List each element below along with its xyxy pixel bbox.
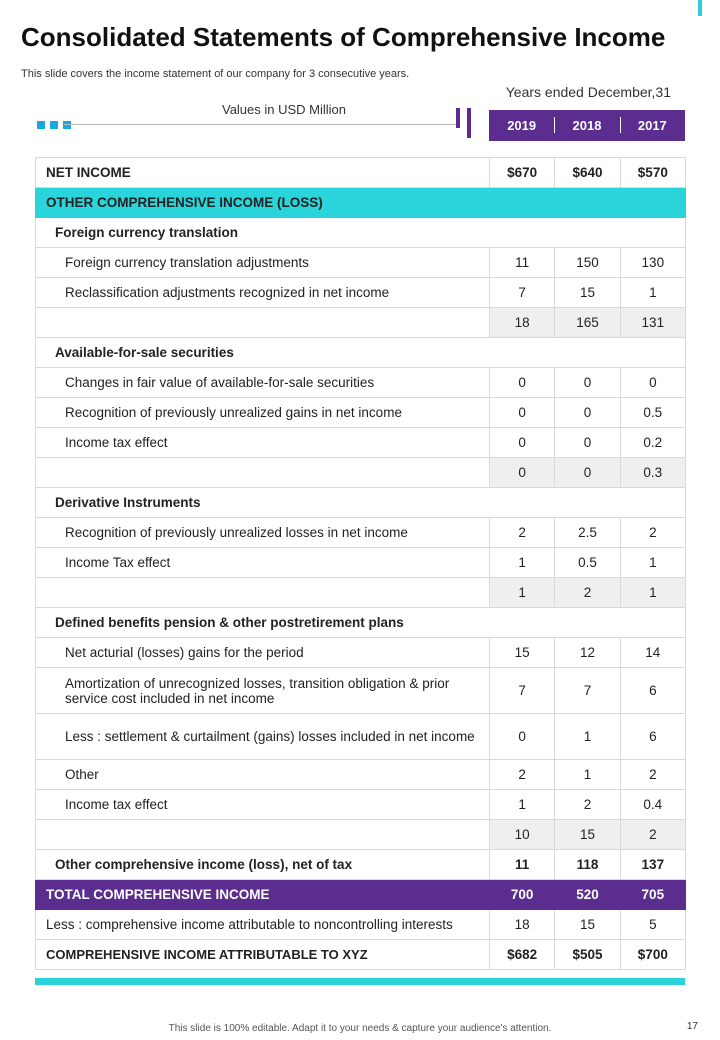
- cell-2017: 6: [620, 714, 685, 760]
- row-label: TOTAL COMPREHENSIVE INCOME: [36, 880, 490, 910]
- row-pension-heading: [36, 608, 686, 638]
- row-pension-other: [36, 760, 686, 790]
- cell-2018: 15: [555, 910, 620, 940]
- subsection-label: Available-for-sale securities: [36, 338, 686, 368]
- year-header: [489, 110, 685, 141]
- cell-2019: 0: [490, 458, 555, 488]
- cell-2017: 130: [620, 248, 685, 278]
- cell-2018: 0.5: [555, 548, 620, 578]
- row-label-empty: [36, 578, 490, 608]
- row-afs-changes: [36, 368, 686, 398]
- cell-2017: 5: [620, 910, 685, 940]
- row-label: Recognition of previously unrealized losses in net income: [36, 518, 490, 548]
- cell-2019: 11: [490, 850, 555, 880]
- cell-2019: 1: [490, 790, 555, 820]
- decorative-dots: [37, 121, 71, 129]
- row-label: NET INCOME: [36, 158, 490, 188]
- row-label: Less : settlement & curtailment (gains) losses included in net income: [36, 714, 490, 760]
- income-table: [35, 157, 686, 970]
- row-afs-heading: [36, 338, 686, 368]
- cell-2019: 18: [490, 308, 555, 338]
- page-number: 17: [686, 1021, 698, 1032]
- cell-2019: 7: [490, 278, 555, 308]
- cell-2017: 0: [620, 368, 685, 398]
- row-label: Changes in fair value of available-for-sale securities: [36, 368, 490, 398]
- subsection-label: Defined benefits pension & other postretirement plans: [36, 608, 686, 638]
- cell-2018: 15: [555, 278, 620, 308]
- cell-2019: 10: [490, 820, 555, 850]
- footer-note: This slide is 100% editable. Adapt it to your needs & capture your audience's attention.: [168, 1023, 552, 1034]
- cell-2018: 165: [555, 308, 620, 338]
- row-label: Recognition of previously unrealized gains in net income: [36, 398, 490, 428]
- row-label: Net acturial (losses) gains for the period: [36, 638, 490, 668]
- cell-2018: 2.5: [555, 518, 620, 548]
- cell-2017: 0.5: [620, 398, 685, 428]
- accent-bar-short: [456, 108, 460, 128]
- cell-2019: 2: [490, 760, 555, 790]
- row-afs-recog: [36, 398, 686, 428]
- page-subtitle: This slide covers the income statement of our company for 3 consecutive years.: [21, 68, 410, 80]
- years-caption: Years ended December,31: [505, 84, 671, 100]
- row-afs-subtotal: [36, 458, 686, 488]
- row-label: Income Tax effect: [36, 548, 490, 578]
- cell-2018: 12: [555, 638, 620, 668]
- cell-2018: 7: [555, 668, 620, 714]
- row-label: Less : comprehensive income attributable to noncontrolling interests: [36, 910, 490, 940]
- cell-2018: 1: [555, 760, 620, 790]
- row-pension-settle: [36, 714, 686, 760]
- cell-2018: 150: [555, 248, 620, 278]
- cell-2017: 131: [620, 308, 685, 338]
- cell-2018: 0: [555, 398, 620, 428]
- year-2018: 2018: [554, 118, 619, 133]
- cell-2017: 6: [620, 668, 685, 714]
- cell-2018: 118: [555, 850, 620, 880]
- cell-2019: 0: [490, 398, 555, 428]
- accent-bar-tall: [467, 108, 471, 138]
- cell-2019: 18: [490, 910, 555, 940]
- cell-2017: 2: [620, 760, 685, 790]
- row-label: Amortization of unrecognized losses, transition obligation & prior service cost included in net income: [36, 668, 490, 714]
- cell-2017: 0.2: [620, 428, 685, 458]
- row-oci-heading: [36, 188, 686, 218]
- cell-2017: 137: [620, 850, 685, 880]
- row-label: Other comprehensive income (loss), net of tax: [36, 850, 490, 880]
- bottom-accent-rule: [35, 978, 685, 985]
- cell-2018: $640: [555, 158, 620, 188]
- row-deriv-recog: [36, 518, 686, 548]
- row-fct-adjust: [36, 248, 686, 278]
- row-label: Reclassification adjustments recognized in net income: [36, 278, 490, 308]
- row-fct-subtotal: [36, 308, 686, 338]
- cell-2018: 2: [555, 578, 620, 608]
- row-label: Foreign currency translation adjustments: [36, 248, 490, 278]
- row-label-empty: [36, 308, 490, 338]
- row-afs-tax: [36, 428, 686, 458]
- year-2019: 2019: [507, 118, 537, 133]
- row-net-income: [36, 158, 686, 188]
- cell-2017: $700: [620, 940, 685, 970]
- row-label-empty: [36, 820, 490, 850]
- cell-2019: 2: [490, 518, 555, 548]
- row-label: Income tax effect: [36, 790, 490, 820]
- cell-2017: $570: [620, 158, 685, 188]
- row-pension-tax: [36, 790, 686, 820]
- cell-2017: 1: [620, 578, 685, 608]
- cell-2017: 1: [620, 278, 685, 308]
- row-oci-net: [36, 850, 686, 880]
- cell-2019: $670: [490, 158, 555, 188]
- units-divider: [64, 124, 456, 125]
- row-pension-actuarial: [36, 638, 686, 668]
- cell-2019: 0: [490, 714, 555, 760]
- cell-2019: 1: [490, 548, 555, 578]
- cell-2017: 1: [620, 548, 685, 578]
- cell-2017: 0.4: [620, 790, 685, 820]
- row-fct-reclass: [36, 278, 686, 308]
- cell-2017: 2: [620, 820, 685, 850]
- cell-2018: 0: [555, 368, 620, 398]
- row-label: Income tax effect: [36, 428, 490, 458]
- cell-2019: 15: [490, 638, 555, 668]
- cell-2019: 7: [490, 668, 555, 714]
- cell-2019: 1: [490, 578, 555, 608]
- row-pension-subtotal: [36, 820, 686, 850]
- cell-2018: 0: [555, 428, 620, 458]
- row-deriv-subtotal: [36, 578, 686, 608]
- row-deriv-tax: [36, 548, 686, 578]
- corner-accent-bar: [698, 0, 702, 16]
- subsection-label: Foreign currency translation: [36, 218, 686, 248]
- section-label: OTHER COMPREHENSIVE INCOME (LOSS): [36, 188, 686, 218]
- year-2017: 2017: [620, 118, 685, 133]
- row-pension-amort: [36, 668, 686, 714]
- units-label: Values in USD Million: [221, 102, 347, 117]
- row-fct-heading: [36, 218, 686, 248]
- cell-2017: 2: [620, 518, 685, 548]
- cell-2019: 11: [490, 248, 555, 278]
- row-label: COMPREHENSIVE INCOME ATTRIBUTABLE TO XYZ: [36, 940, 490, 970]
- cell-2018: 15: [555, 820, 620, 850]
- cell-2018: 2: [555, 790, 620, 820]
- cell-2018: 0: [555, 458, 620, 488]
- row-deriv-heading: [36, 488, 686, 518]
- cell-2019: 0: [490, 368, 555, 398]
- subsection-label: Derivative Instruments: [36, 488, 686, 518]
- cell-2018: 1: [555, 714, 620, 760]
- cell-2019: 700: [490, 880, 555, 910]
- cell-2018: $505: [555, 940, 620, 970]
- cell-2017: 0.3: [620, 458, 685, 488]
- cell-2017: 705: [620, 880, 685, 910]
- row-label: Other: [36, 760, 490, 790]
- page-title: Consolidated Statements of Comprehensive Income: [21, 22, 666, 52]
- row-total-ci: [36, 880, 686, 910]
- cell-2019: 0: [490, 428, 555, 458]
- row-ci-xyz: [36, 940, 686, 970]
- row-label-empty: [36, 458, 490, 488]
- row-nci: [36, 910, 686, 940]
- cell-2017: 14: [620, 638, 685, 668]
- cell-2019: $682: [490, 940, 555, 970]
- cell-2018: 520: [555, 880, 620, 910]
